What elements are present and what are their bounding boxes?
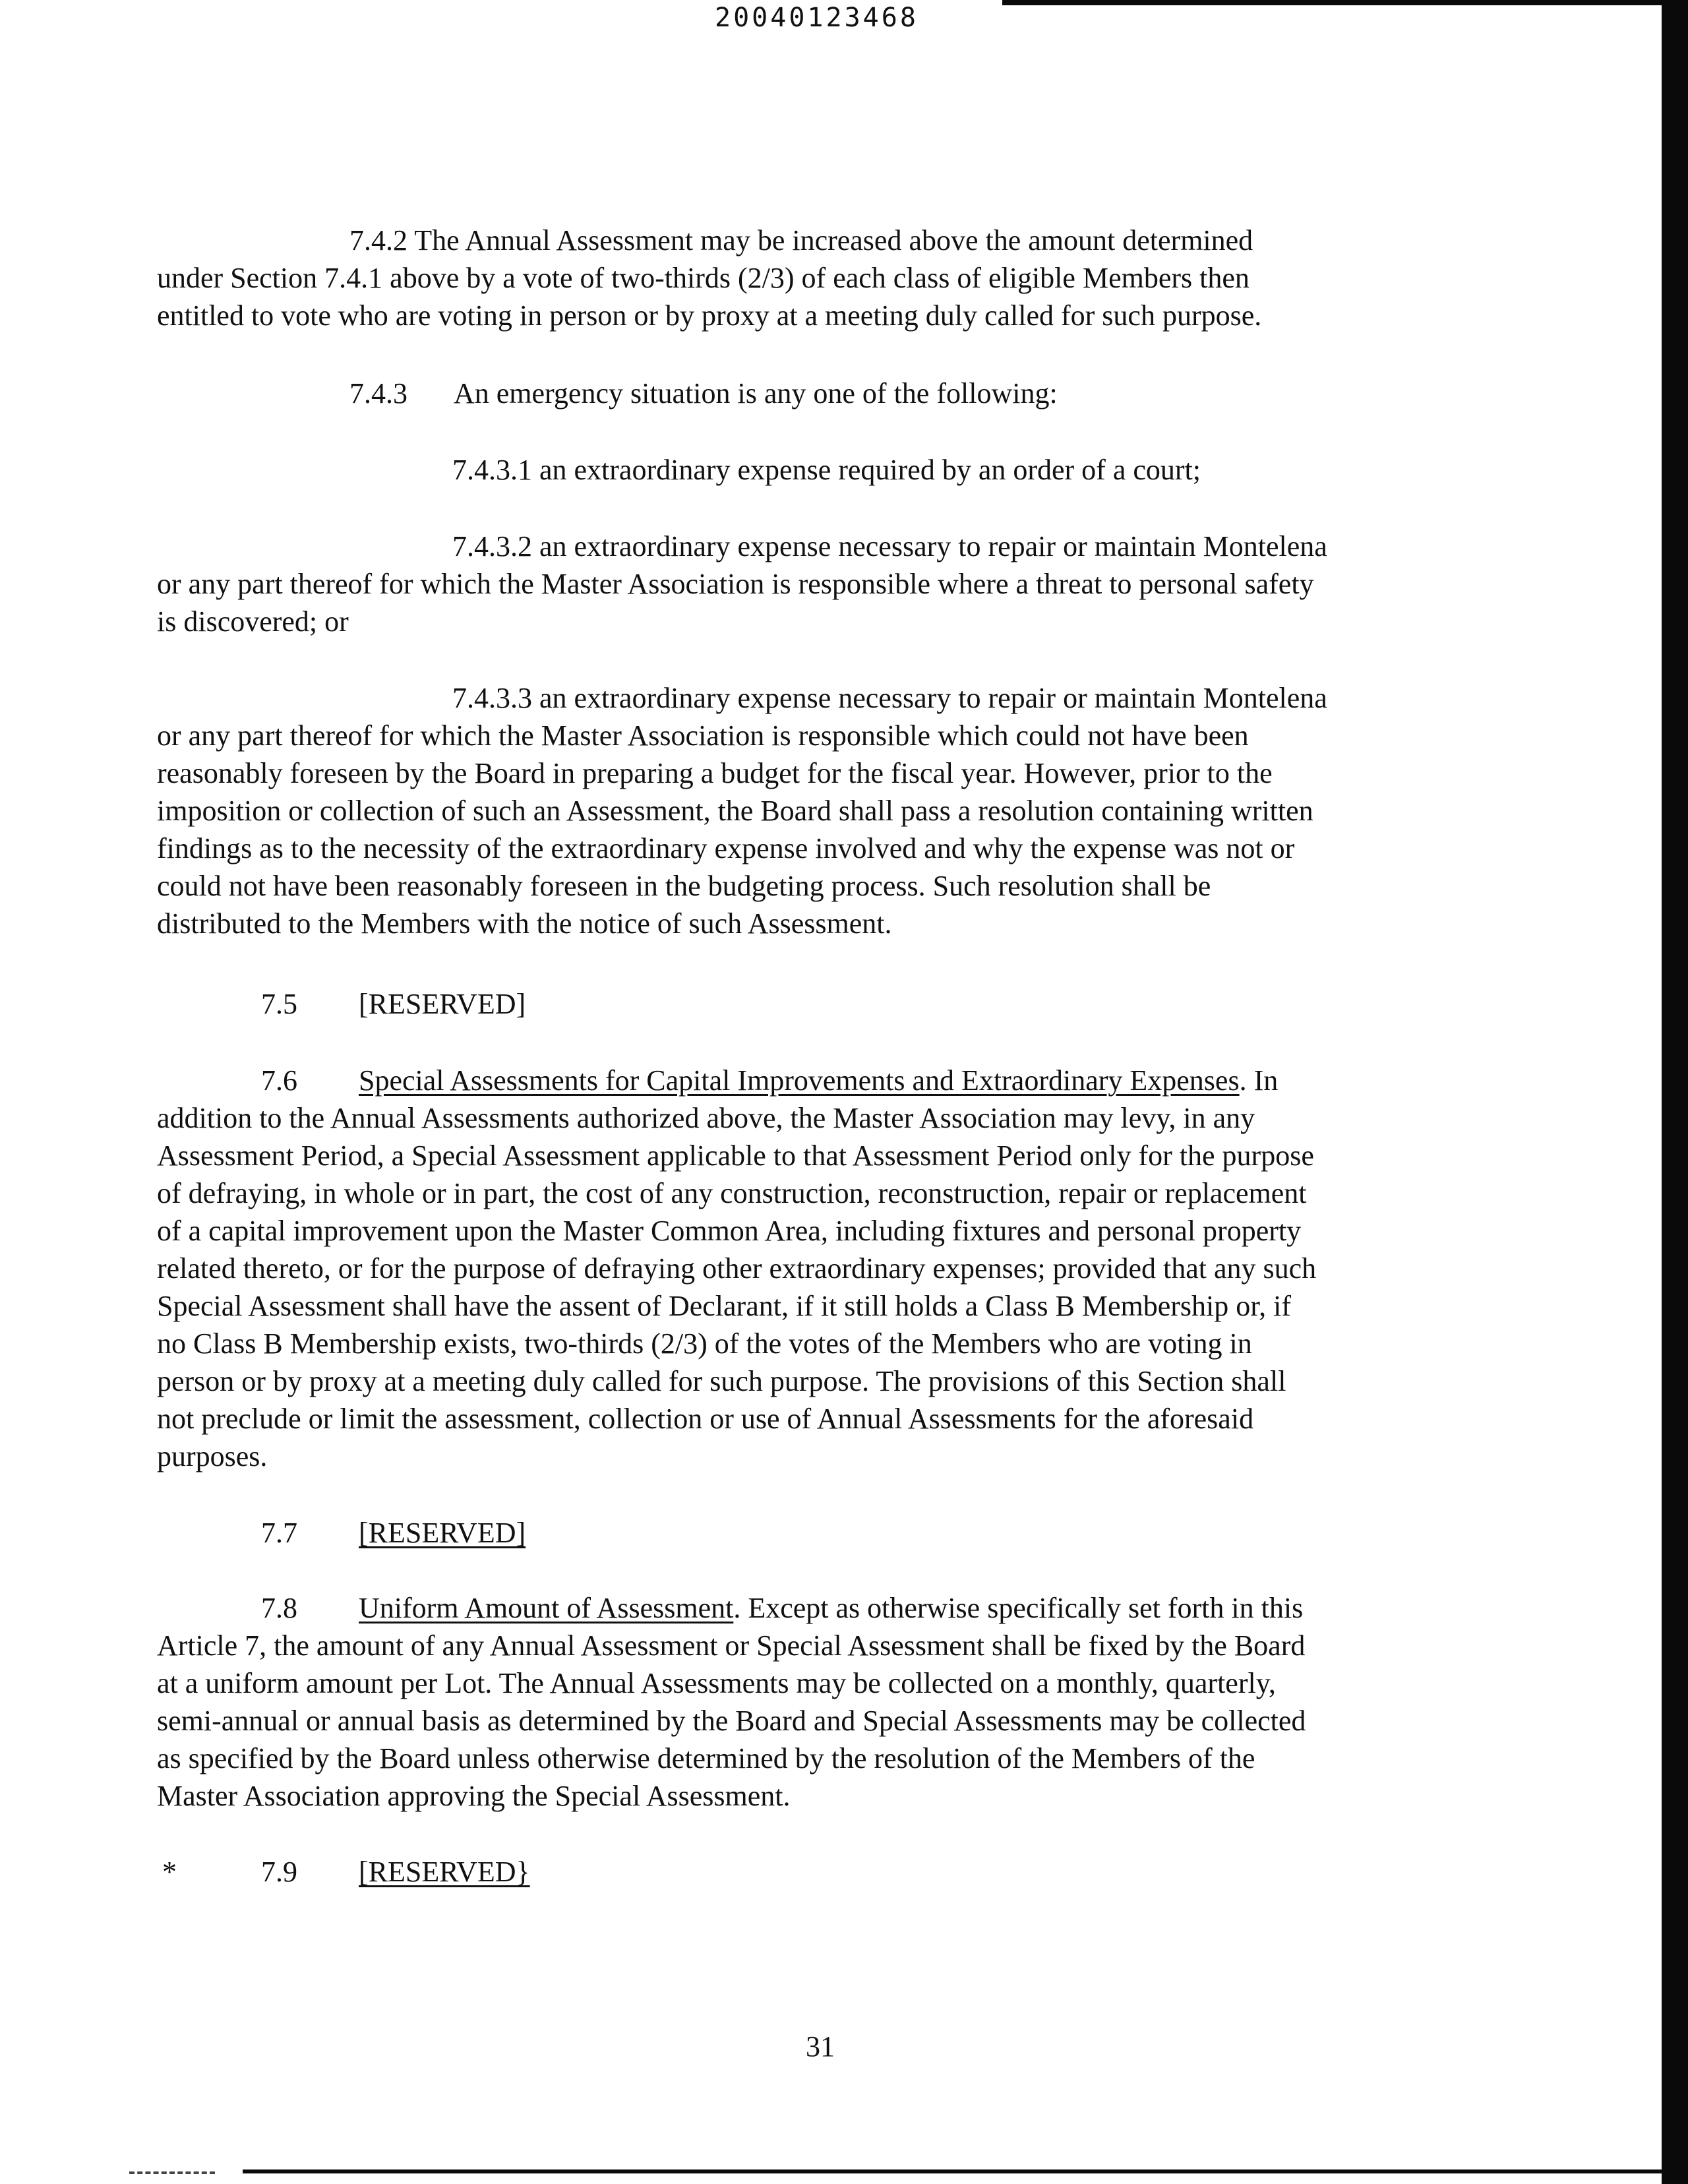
- section-line: of a capital improvement upon the Master Common Area, including fixtures and personal property: [157, 1215, 1302, 1247]
- section-line: not preclude or limit the assessment, collection or use of Annual Assessments for the aforesaid: [157, 1403, 1254, 1435]
- section-line: of defraying, in whole or in part, the cost of any construction, reconstruction, repair or replacement: [157, 1177, 1307, 1209]
- page-number: 31: [806, 2030, 835, 2063]
- section-line: 7.4.3.2 an extraordinary expense necessary to repair or maintain Montelena: [452, 530, 1327, 562]
- section-title: Special Assessments for Capital Improvements and Extraordinary Expenses: [359, 1064, 1240, 1097]
- section-line: Special Assessment shall have the assent of Declarant, if it still holds a Class B Membership or, if: [157, 1290, 1292, 1322]
- section-text: . In: [1239, 1064, 1279, 1097]
- section-text: . Except as otherwise specifically set forth in this: [733, 1592, 1304, 1624]
- section-7-4-3: [349, 375, 1058, 412]
- section-7-4-3-2: [157, 528, 1489, 640]
- section-line: could not have been reasonably foreseen in the budgeting process. Such resolution shall be: [157, 870, 1211, 902]
- section-7-4-2: [157, 222, 1489, 334]
- section-line: person or by proxy at a meeting duly called for such purpose. The provisions of this Section shall: [157, 1365, 1286, 1397]
- section-line: addition to the Annual Assessments authorized above, the Master Association may levy, in any: [157, 1102, 1255, 1134]
- section-line: Master Association approving the Special Assessment.: [157, 1780, 791, 1812]
- section-line: no Class B Membership exists, two-thirds (2/3) of the votes of the Members who are voting in: [157, 1327, 1252, 1360]
- section-line: Assessment Period, a Special Assessment applicable to that Assessment Period only for the purpose: [157, 1139, 1314, 1172]
- section-7-6: [157, 1062, 1489, 1475]
- section-number: 7.5: [261, 988, 297, 1020]
- section-first-line: [157, 1589, 1489, 1627]
- section-line: at a uniform amount per Lot. The Annual Assessments may be collected on a monthly, quarterly,: [157, 1667, 1276, 1699]
- section-line: distributed to the Members with the notice of such Assessment.: [157, 907, 892, 940]
- section-number: 7.9: [261, 1856, 297, 1888]
- section-7-5: [261, 985, 526, 1023]
- scan-border-bottom: [243, 2169, 1688, 2173]
- section-line: reasonably foreseen by the Board in preparing a budget for the fiscal year. However, prior to the: [157, 757, 1273, 789]
- section-number: 7.7: [261, 1517, 297, 1549]
- section-line: semi-annual or annual basis as determined by the Board and Special Assessments may be collected: [157, 1705, 1306, 1737]
- section-title: [RESERVED}: [359, 1856, 530, 1888]
- section-line: 7.4.3.3 an extraordinary expense necessary to repair or maintain Montelena: [452, 682, 1327, 714]
- section-line: imposition or collection of such an Assessment, the Board shall pass a resolution containing written: [157, 795, 1313, 827]
- section-line: under Section 7.4.1 above by a vote of two-thirds (2/3) of each class of eligible Members then: [157, 262, 1250, 294]
- section-7-9: [162, 1853, 530, 1891]
- section-line: 7.4.2 The Annual Assessment may be increased above the amount determined: [349, 224, 1253, 257]
- section-text: An emergency situation is any one of the following:: [454, 377, 1058, 410]
- section-number: 7.8: [261, 1592, 297, 1624]
- section-7-4-3-1: [452, 451, 1201, 489]
- section-7-4-3-3: [157, 679, 1489, 942]
- scan-border-top: [1002, 0, 1688, 5]
- revision-marker: *: [162, 1856, 177, 1888]
- section-first-line: [157, 1062, 1489, 1099]
- scan-border-right: [1662, 0, 1688, 2184]
- document-id: 20040123468: [715, 3, 919, 33]
- section-line: or any part thereof for which the Master Association is responsible where a threat to personal safety: [157, 568, 1314, 600]
- section-7-8: [157, 1589, 1489, 1815]
- section-number: 7.4.3: [349, 377, 407, 410]
- section-number: 7.6: [261, 1064, 297, 1097]
- section-line: as specified by the Board unless otherwise determined by the resolution of the Members of the: [157, 1742, 1255, 1774]
- section-line: entitled to vote who are voting in person or by proxy at a meeting duly called for such purpose.: [157, 299, 1262, 332]
- section-7-7: [261, 1514, 526, 1552]
- section-text: 7.4.3.1 an extraordinary expense required by an order of a court;: [452, 454, 1201, 486]
- section-line: is discovered; or: [157, 605, 349, 638]
- section-line: Article 7, the amount of any Annual Assessment or Special Assessment shall be fixed by the Board: [157, 1629, 1306, 1662]
- section-line: purposes.: [157, 1440, 268, 1472]
- section-title: [RESERVED]: [359, 988, 526, 1020]
- section-line: or any part thereof for which the Master Association is responsible which could not have been: [157, 719, 1249, 752]
- scan-artifact-dash: [129, 2171, 215, 2174]
- section-title: Uniform Amount of Assessment: [359, 1592, 734, 1624]
- section-title: [RESERVED]: [359, 1517, 526, 1549]
- section-line: findings as to the necessity of the extraordinary expense involved and why the expense was not or: [157, 832, 1295, 864]
- section-line: related thereto, or for the purpose of defraying other extraordinary expenses; provided that any such: [157, 1252, 1317, 1285]
